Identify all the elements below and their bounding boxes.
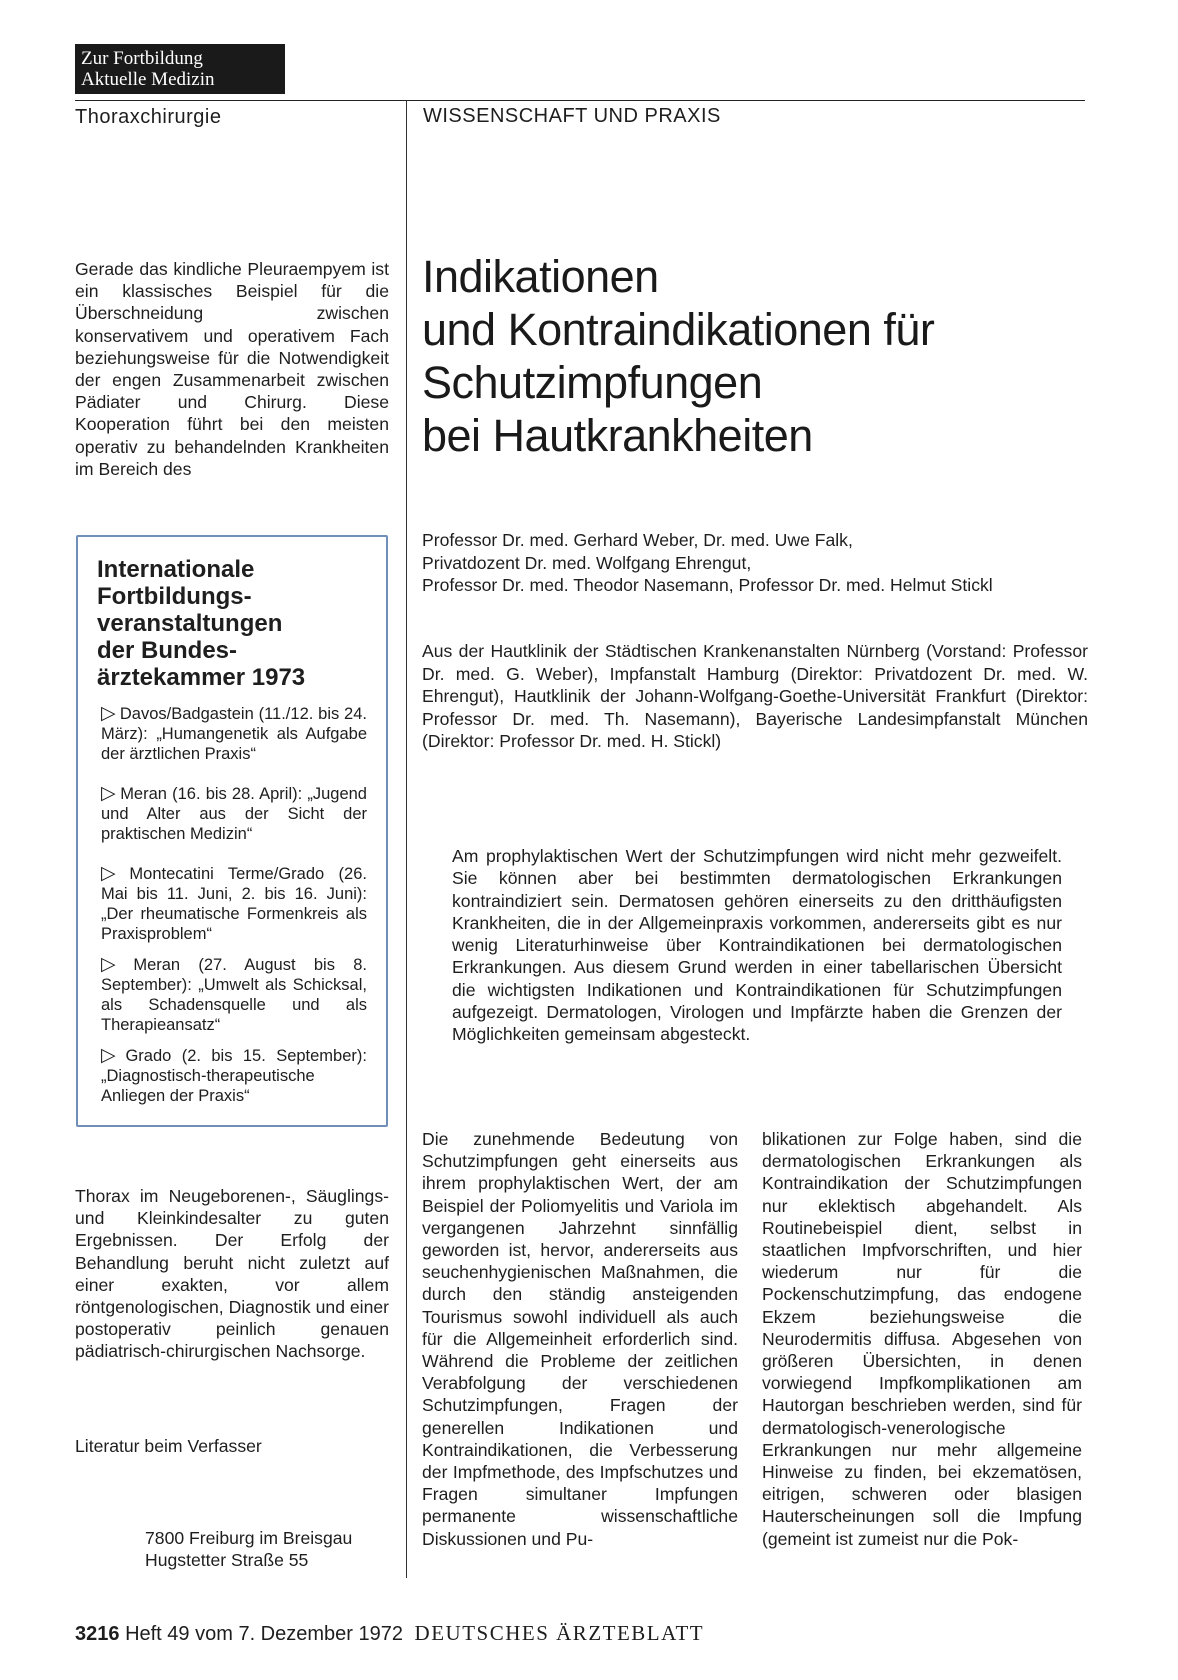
badge-line-2: Aktuelle Medizin (81, 69, 215, 90)
page-footer (75, 1621, 704, 1646)
event-item (101, 864, 367, 944)
box-title-line: Fortbildungs- (97, 583, 252, 610)
title-line: und Kontraindikationen für (422, 304, 935, 355)
triangle-bullet-icon: ▷ (101, 783, 117, 804)
triangle-bullet-icon: ▷ (101, 954, 130, 975)
article-body-column-1: Die zunehmende Bedeutung von Schutzimpfungen geht einerseits aus ihrem prophylaktischen Wert, der am Beispiel der Poliomyelitis und Variola im vergangenen Jahrzehnt sinnfällig geworden ist, hervor, andererseits aus seuchenhygienischen Maßnahmen, die durch den ständig ansteigenden Tourismus sowohl individuell als auch für die Allgemeinheit erforderlich sind. Während die Probleme der zeitlichen Verabfolgung der verschiedenen Schutzimpfungen, Fragen der generellen Indikationen und Kontraindikationen, die Verbesserung der Impfmethode, des Impfschutzes und Fragen simultaner Impfungen permanente wissenschaftliche Diskussionen und Pu- (422, 1129, 738, 1549)
title-line: bei Hautkrankheiten (422, 410, 813, 461)
section-label-left: Thoraxchirurgie (75, 106, 222, 128)
article-title (422, 250, 1082, 462)
header-rule (75, 100, 1085, 101)
triangle-bullet-icon: ▷ (101, 1045, 122, 1066)
box-title-line: veranstaltungen (97, 610, 283, 637)
events-box-title (97, 556, 377, 691)
event-text: Meran (27. August bis 8. September): „Umwelt als Schicksal, als Schadensquelle und als Therapieansatz“ (101, 956, 367, 1034)
event-text: Meran (16. bis 28. April): „Jugend und Alter aus der Sicht der praktischen Medizin“ (101, 785, 367, 843)
page-number: 3216 (75, 1623, 120, 1645)
author-line: Professor Dr. med. Gerhard Weber, Dr. med. Uwe Falk, (422, 530, 853, 550)
column-divider (406, 100, 407, 1578)
box-title-line: ärztekammer 1973 (97, 664, 306, 691)
event-item (101, 1046, 367, 1106)
article-abstract: Am prophylaktischen Wert der Schutzimpfungen wird nicht mehr gezweifelt. Sie können aber bei bestimmten dermatologischen Erkrankungen kontraindiziert sein. Dermatosen gehören einerseits zu den dritthäufigsten Krankheiten, die in der Allgemeinpraxis vorkommen, andererseits gibt es nur wenig Literaturhinweise über Kontraindikationen bei dermatologischen Erkrankungen. Aus diesem Grund werden in einer tabellarischen Übersicht die wichtigsten Indikationen und Kontraindikationen für Schutzimpfungen aufgezeigt. Dermatologen, Virologen und Impfärzte haben die Grenzen der Möglichkeiten gemeinsam abgesteckt. (452, 846, 1062, 1045)
author-line: Privatdozent Dr. med. Wolfgang Ehrengut, (422, 552, 752, 573)
triangle-bullet-icon: ▷ (101, 703, 116, 724)
box-title-line: der Bundes- (97, 637, 238, 664)
issue-info: Heft 49 vom 7. Dezember 1972 (125, 1623, 403, 1645)
article-affiliation: Aus der Hautklinik der Städtischen Krankenanstalten Nürnberg (Vorstand: Professor Dr. med. G. Weber), Impfanstalt Hamburg (Direktor: Privatdozent Dr. med. W. Ehrengut), Hautklinik der Johann-Wolfgang-Goethe-Universität Frankfurt (Direktor: Professor Dr. med. Th. Nasemann), Bayerische Landesimpfanstalt München (Direktor: Professor Dr. med. H. Stickl) (422, 641, 1088, 751)
event-text: Grado (2. bis 15. September): „Diagnostisch-therapeutische Anliegen der Praxis“ (101, 1047, 367, 1105)
section-label-right: WISSENSCHAFT UND PRAXIS (423, 105, 721, 127)
literature-note: Literatur beim Verfasser (75, 1436, 262, 1456)
address-line-2: Hugstetter Straße 55 (145, 1550, 309, 1570)
event-text: Montecatini Terme/Grado (26. Mai bis 11. Juni, 2. bis 16. Juni): „Der rheumatische Formenkreis als Praxisproblem“ (101, 865, 367, 943)
author-line: Professor Dr. med. Theodor Nasemann, Professor Dr. med. Helmut Stickl (422, 575, 993, 595)
article-authors (422, 529, 1092, 597)
section-badge (75, 44, 285, 94)
left-intro-paragraph: Gerade das kindliche Pleuraempyem ist ein klassisches Beispiel für die Überschneidung zwischen konservativem und operativem Fach beziehungsweise für die Notwendigkeit der engen Zusammenarbeit zwischen Pädiater und Chirurg. Diese Kooperation führt bei den meisten operativ zu behandelnden Krankheiten im Bereich des (75, 259, 389, 479)
badge-line-1: Zur Fortbildung (81, 48, 203, 69)
article-body-column-2: blikationen zur Folge haben, sind die dermatologischen Erkrankungen als Kontraindikation der Schutzimpfungen nur eklektisch abgehandelt. Als Routinebeispiel dient, selbst in staatlichen Impfvorschriften, und hier wiederum nur für die Pockenschutzimpfung, das endogene Ekzem beziehungsweise die Neurodermitis diffusa. Abgesehen von größeren Übersichten, in denen vorwiegend Impfkomplikationen am Hautorgan beschrieben werden, sind für dermatologisch-venerologische Erkrankungen nur mehr allgemeine Hinweise zu finden, bei ekzematösen, eitrigen, schweren oder blasigen Hauterscheinungen soll die Impfung (gemeint ist zumeist nur die Pok- (762, 1129, 1082, 1549)
box-title-line: Internationale (97, 556, 255, 583)
event-item (101, 955, 367, 1035)
address-line-1: 7800 Freiburg im Breisgau (145, 1528, 353, 1548)
event-item (101, 704, 367, 764)
triangle-bullet-icon: ▷ (101, 863, 126, 884)
title-line: Schutzimpfungen (422, 357, 763, 408)
event-text: Davos/Badgastein (11./12. bis 24. März): „Humangenetik als Aufgabe der ärztlichen Praxis“ (101, 705, 367, 763)
left-continuation-paragraph: Thorax im Neugeborenen-, Säuglings- und Kleinkindesalter zu guten Ergebnissen. Der Erfolg der Behandlung beruht nicht zuletzt auf einer exakten, vor allem röntgenologischen, Diagnostik und einer postoperativ peinlich genauen pädiatrisch-chirurgischen Nachsorge. (75, 1186, 389, 1362)
event-item (101, 784, 367, 844)
title-line: Indikationen (422, 251, 659, 302)
magazine-name: DEUTSCHES ÄRZTEBLATT (414, 1621, 705, 1645)
